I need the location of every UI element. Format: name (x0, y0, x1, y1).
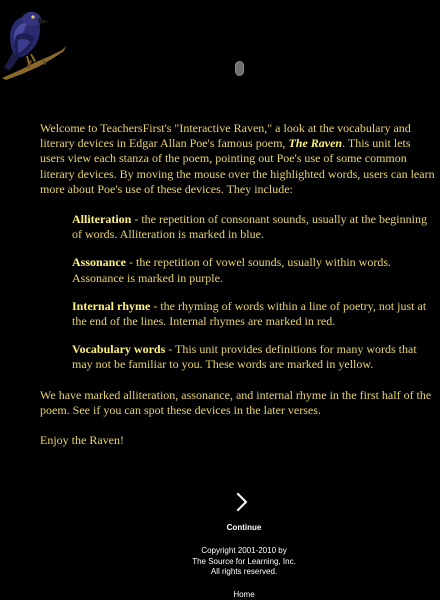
device-definition: - the rhyming of words within a line of poetry, not just at the end of the lines. Internal rhymes are marked in red. (72, 298, 427, 329)
device-internal-rhyme (72, 299, 435, 329)
home-link[interactable]: Home (233, 590, 255, 599)
enjoy-text: Enjoy the Raven! (40, 433, 124, 448)
device-definition: - This unit provides definitions for many words that may not be familiar to you. These words are marked in yellow. (72, 342, 417, 372)
intro-text-start: Welcome to TeachersFirst's "Interactive Raven," a look at the vocabulary and literary devices in Edgar Allan Poe's famous poem, (40, 121, 411, 151)
copyright-notice (0, 546, 440, 578)
poem-title: The Raven (288, 136, 343, 151)
device-vocabulary-words (72, 342, 435, 372)
main-content (40, 121, 435, 448)
copyright-line: Copyright 2001-2010 by (201, 546, 287, 555)
device-assonance (72, 255, 435, 285)
chevron-right-icon[interactable] (234, 492, 250, 512)
scroll-indicator[interactable] (235, 61, 244, 76)
device-term: Assonance (72, 255, 127, 270)
device-definition: - the repetition of vowel sounds, usually within words. Assonance is marked in purple. (72, 255, 391, 285)
device-term: Alliteration (72, 212, 132, 227)
intro-paragraph (40, 121, 435, 197)
device-definition: - the repetition of consonant sounds, usually at the beginning of words. Alliteration is marked in blue. (72, 212, 427, 242)
device-alliteration (72, 212, 435, 242)
continue-link[interactable]: Continue (226, 523, 262, 532)
closing-paragraph: We have marked alliteration, assonance, and internal rhyme in the first half of the poem. See if you can spot these devices in the later verses. (40, 387, 432, 417)
copyright-line: All rights reserved. (210, 567, 278, 577)
copyright-line: The Source for Learning, Inc. (192, 556, 296, 566)
intro-text-end: . This unit lets users view each stanza of the poem, pointing out Poe's use of some common literary devices. By moving the mouse over the highlighted words, users can learn more about Poe's use of these devices. They include: (40, 136, 435, 196)
device-term: Internal rhyme (72, 298, 151, 313)
raven-logo-icon (0, 6, 70, 80)
device-term: Vocabulary words (72, 342, 166, 357)
